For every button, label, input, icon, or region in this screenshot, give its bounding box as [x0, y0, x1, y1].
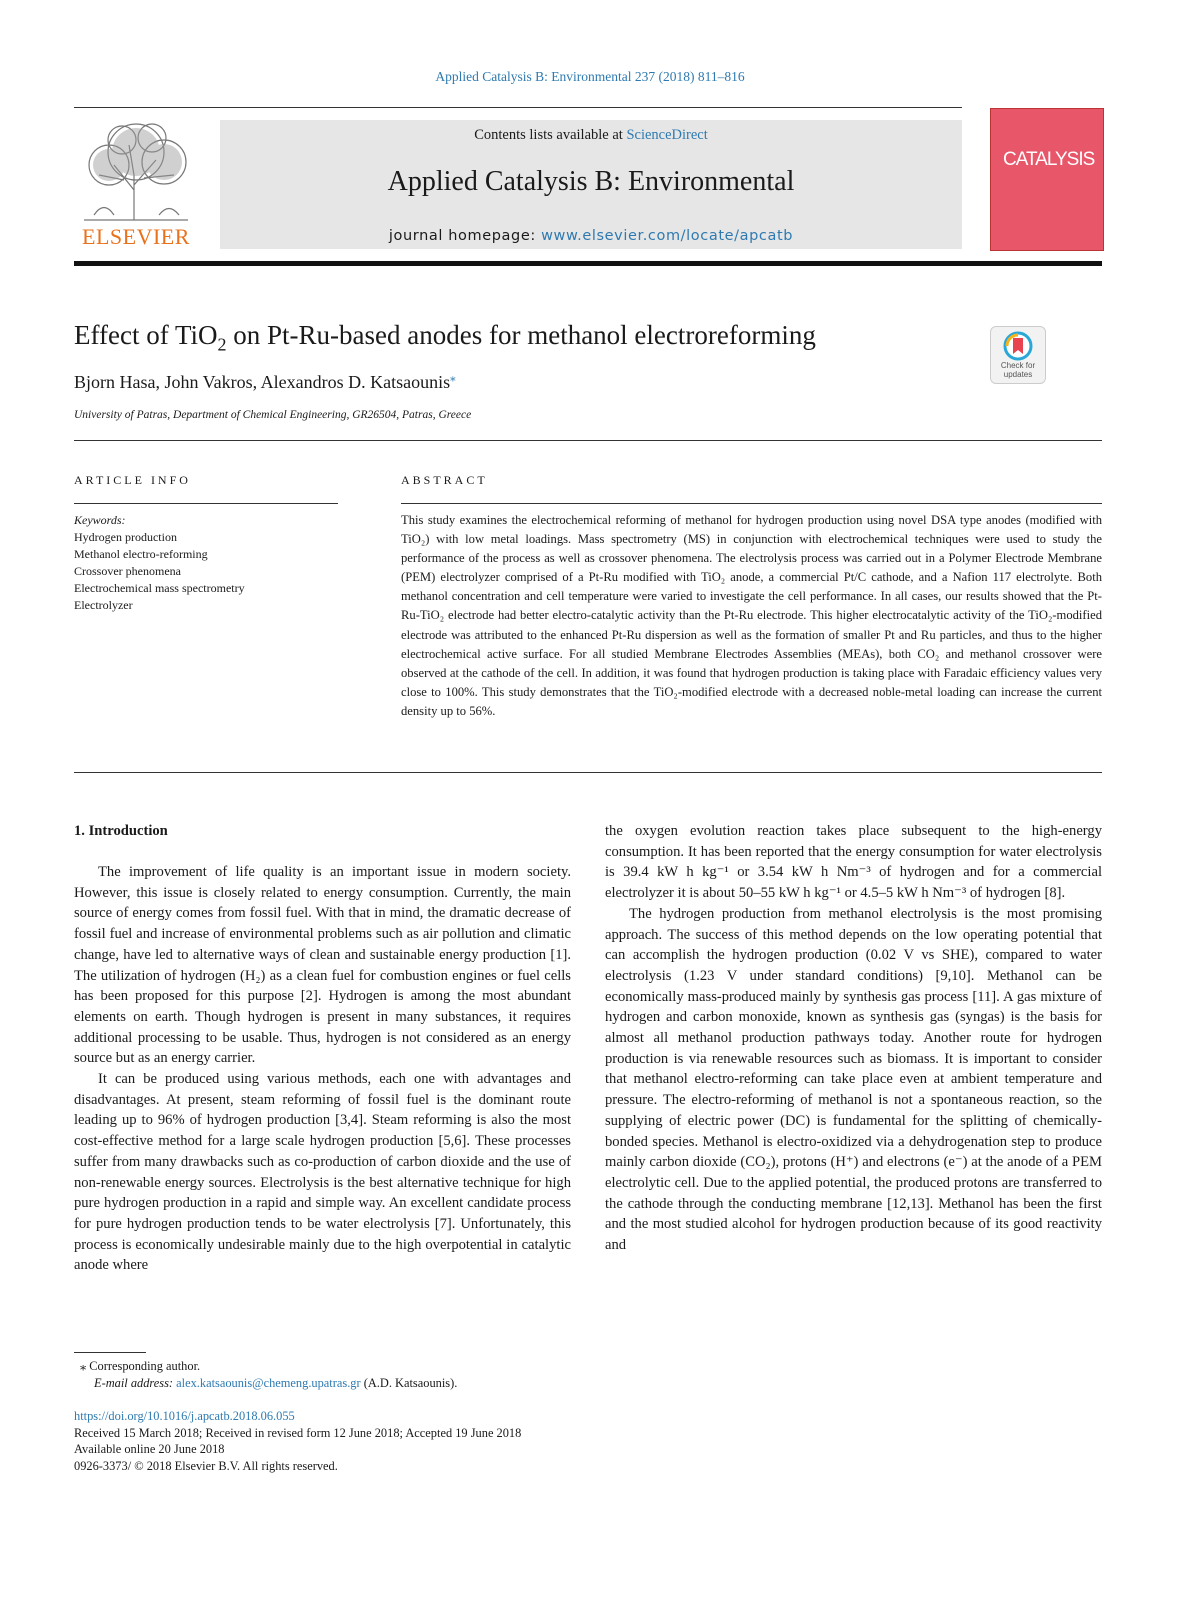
- email-link[interactable]: alex.katsaounis@chemeng.upatras.gr: [176, 1376, 361, 1390]
- article-info-rule: [74, 503, 338, 504]
- body-column-right: [605, 821, 1102, 1256]
- sciencedirect-link[interactable]: ScienceDirect: [626, 127, 708, 143]
- paragraph: The hydrogen production from methanol electrolysis is the most promising approach. The success of this method depends on the low operating potential that can accomplish the hydrogen production (0.02 V vs SHE), compared to water electrolysis (1.23 V under standard conditions) [9,10]. Methanol can be economically mass-produced mainly by synthesis gas process [11]. A gas mixture of hydrogen and carbon monoxide, known as synthesis gas (syngas) is the basis for almost all methanol production pathways today. Another route for hydrogen production is via renewable resources such as biomass. It is important to consider that methanol electro-reforming can take place even at ambient temperature and pressure. The electro-reforming of methanol is not a spontaneous reaction, so the supplying of electric power (DC) is fundamental for the splitting of chemically-bonded species. Methanol is electro-oxidized via a dehydrogenation step to produce mainly carbon dioxide (CO₂), protons (H⁺) and electrons (e⁻) at the anode of a PEM electrolytic cell. Due to the applied potential, the produced protons are transferred to the cathode through the conducting membrane [12,13]. Methanol has been the first and the most studied alcohol for hydrogen production because of its good reactivity and: [605, 905, 1102, 1254]
- footnote-rule: [74, 1352, 146, 1353]
- contents-line: Contents lists available at ScienceDirect: [474, 127, 708, 143]
- abstract-heading: ABSTRACT: [401, 473, 488, 487]
- homepage-link[interactable]: www.elsevier.com/locate/apcatb: [541, 228, 794, 244]
- abstract-text: This study examines the electrochemical reforming of methanol for hydrogen production using novel DSA type anodes (modified with TiO₂) with low metal loadings. Mass spectrometry (MS) in conjunction with electrochemical techniques were used to study the performance of the process as well as crossover phenomena. The electrolysis process was carried out in a Polymer Electrode Membrane (PEM) electrolyzer comprised of a Pt-Ru modified with TiO₂ anode, a commercial Pt/C cathode, and a Nafion 117 electrolyte. Both methanol concentration and cell temperature were varied to investigate the cell performance. In all cases, our results showed that the Pt-Ru-TiO₂ electrode had better electro-catalytic activity than the Pt-Ru electrode. This higher electrocatalytic activity of the TiO₂-modified electrode was attributed to the enhanced Pt-Ru dispersion as well as the formation of smaller Pt and Ru particles, and thus to the higher electrochemical active surface. For all studied Membrane Electrodes Assemblies (MEAs), both CO₂ and methanol crossover were observed at the cathode of the cell. In addition, it was found that hydrogen production is taking place with Faradaic efficiency values very close to 100%. This study demonstrates that the TiO₂-modified electrode with a decreased noble-metal loading can increase the current density up to 56%.: [401, 513, 1102, 718]
- homepage-line: journal homepage: www.elsevier.com/locate/apcatb: [388, 228, 794, 244]
- elsevier-wordmark: ELSEVIER: [82, 224, 190, 249]
- keywords-block: [74, 512, 245, 614]
- journal-banner: [220, 120, 962, 249]
- keyword-item: Methanol electro-reforming: [74, 547, 208, 561]
- keyword-item: Electrolyzer: [74, 598, 133, 612]
- email-note: E-mail address: alex.katsaounis@chemeng.upatras.gr (A.D. Katsaounis).: [94, 1376, 458, 1390]
- section-heading-introduction: 1. Introduction: [74, 823, 168, 839]
- publication-info: [74, 1408, 521, 1474]
- journal-cover-thumbnail: [990, 108, 1104, 251]
- section-rule: [74, 440, 1102, 441]
- author-list: Bjorn Hasa, John Vakros, Alexandros D. Katsaounis⁎: [74, 372, 456, 392]
- abstract-rule: [401, 503, 1102, 504]
- affiliation: University of Patras, Department of Chemical Engineering, GR26504, Patras, Greece: [74, 409, 472, 421]
- corresponding-author-note: ⁎ Corresponding author.: [80, 1359, 201, 1373]
- keywords-label: Keywords:: [74, 513, 126, 527]
- paragraph: the oxygen evolution reaction takes place subsequent to the high-energy consumption. It has been reported that the energy consumption for water electrolysis is 39.4 kW h kg⁻¹ or 3.54 kW h Nm⁻³ of hydrogen and for a commercial electrolyzer it is about 50–55 kW h kg⁻¹ or 4.5–5 kW h Nm⁻³ of hydrogen [8].: [605, 823, 1102, 902]
- bookmark-icon: [1003, 331, 1033, 361]
- cover-title: CATALYSIS: [1003, 149, 1095, 170]
- keyword-item: Crossover phenomena: [74, 564, 181, 578]
- corresponding-author-mark[interactable]: ⁎: [450, 372, 456, 384]
- available-online: Available online 20 June 2018: [74, 1442, 225, 1456]
- keyword-item: Hydrogen production: [74, 530, 177, 544]
- journal-citation[interactable]: Applied Catalysis B: Environmental 237 (2018) 811–816: [435, 69, 745, 84]
- received-dates: Received 15 March 2018; Received in revised form 12 June 2018; Accepted 19 June 2018: [74, 1425, 522, 1440]
- paragraph: It can be produced using various methods, each one with advantages and disadvantages. At present, steam reforming of fossil fuel is the dominant route leading up to 96% of hydrogen production [3,4]. Steam reforming is also the most cost-effective method for a large scale hydrogen production [5,6]. These processes suffer from many drawbacks such as co-production of carbon dioxide and the use of non-renewable energy sources. Electrolysis is the best alternative technique for high pure hydrogen production in a rapid and simple way. An excellent candidate process for pure hydrogen production tends to be water electrolysis [7]. Unfortunately, this process is economically undesirable mainly due to the high overpotential in catalytic anode where: [74, 1071, 571, 1274]
- article-info-heading: ARTICLE INFO: [74, 473, 191, 487]
- header-rule: [74, 107, 962, 108]
- keyword-item: Electrochemical mass spectrometry: [74, 581, 245, 595]
- check-for-updates-label: Check for updates: [1000, 361, 1036, 379]
- check-for-updates-button[interactable]: [990, 326, 1046, 384]
- tree-icon: [74, 120, 198, 225]
- paragraph: The improvement of life quality is an important issue in modern society. However, this issue is closely related to energy consumption. Currently, the main source of energy comes from fossil fuel. With that in mind, the dramatic decrease of fossil fuel and increase of environmental problems such as air pollution and climatic change, have led to alternative ways of clean and sustainable energy production [1]. The utilization of hydrogen (H₂) as a clean fuel for combustion engines or fuel cells has been proposed for this purpose [2]. Hydrogen is among the most abundant elements on earth. Though hydrogen is present in many substances, it requires additional processing to be usable. Thus, hydrogen is not considered as an energy source but as an energy carrier.: [74, 864, 571, 1067]
- doi-link[interactable]: https://doi.org/10.1016/j.apcatb.2018.06.055: [74, 1409, 295, 1423]
- body-column-left: [74, 862, 571, 1276]
- article-title: Effect of TiO$_2$ on Pt-Ru-based anodes for methanol electroreforming: [74, 320, 816, 355]
- abstract-bottom-rule: [74, 772, 1102, 773]
- copyright: 0926-3373/ © 2018 Elsevier B.V. All rights reserved.: [74, 1458, 338, 1473]
- elsevier-logo: [74, 120, 198, 250]
- header-thick-rule: [74, 261, 1102, 266]
- journal-title: Applied Catalysis B: Environmental: [387, 166, 795, 197]
